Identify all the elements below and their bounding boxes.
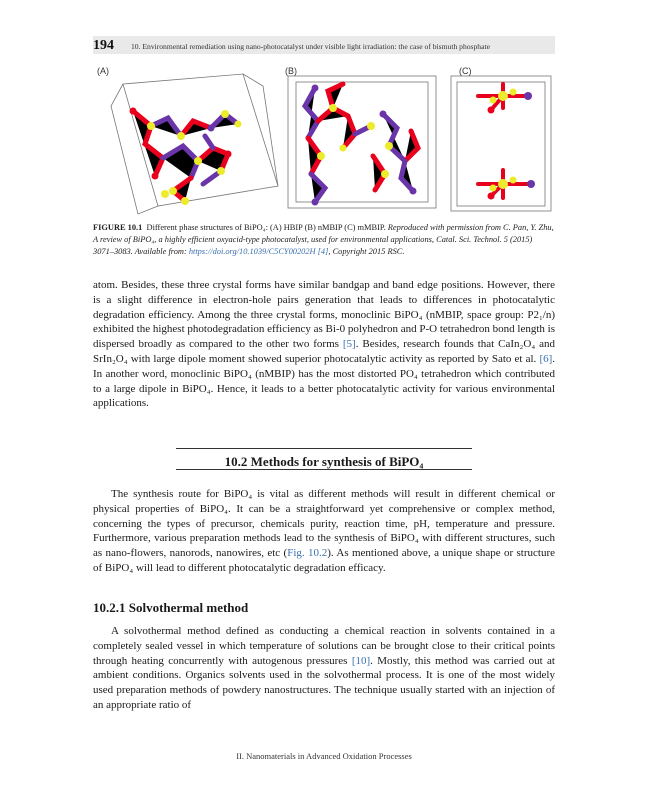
caption-copyright: , Copyright 2015 RSC. <box>328 247 405 256</box>
p1-text-a: atom. Besides, these three crystal forms have similar bandgap and band edge positions. However, there is a slight difference in electron-hole pairs generation that leads to differences in photocatalytic degradation efficiency. Among the three crystal forms, monoclinic BiPO₄ (nMBIP, space group: P2₁/n) exhibited the highest photodegradation efficiency as Bi-0 polyhedron and P-O tetrahedron bond length is dispersed broadly as compared to the other two forms <box>93 279 555 351</box>
panel-b-bonds <box>305 84 418 202</box>
p1-text-c: . In another word, monoclinic BiPO₄ (nMBIP) has the most distorted PO₄ tetrahedron which contributed to a large dipole in BiPO₄. Hence, it leads to a better photocatalytic activity for various environmental applications. <box>93 352 556 410</box>
section-title: 10.2 Methods for synthesis of BiPO₄ <box>224 454 424 469</box>
figure-caption <box>93 222 555 258</box>
crystal-structure-image <box>93 66 555 216</box>
p2-text-b: ). As mentioned above, a unique shape or structure of BiPO₄ will lead to different photocatalytic degradation efficacy. <box>93 547 555 574</box>
section-rule-bottom <box>176 469 472 470</box>
panel-label-b: (B) <box>285 66 297 76</box>
p3-text-b: . Mostly, this method was carried out at ambient conditions. Organics solvents used in the solvothermal process. It is one of the most widely used preparation methods of powdery nanostructures. The technique usually started with an injection of an appropriate ratio of <box>93 654 555 711</box>
panel-label-a: (A) <box>97 66 109 76</box>
fig-10-2-link[interactable]: Fig. 10.2 <box>287 547 328 560</box>
section-rule-top <box>176 448 472 449</box>
paragraph-3 <box>93 624 555 713</box>
figure-10-1 <box>93 66 555 216</box>
paragraph-2 <box>93 487 555 576</box>
p3-text-a: A solvothermal method defined as conducting a chemical reaction in solvents contained in a completely sealed vessel in which temperature of solutions can be brought close to their critical points through heating concurrently with autogenous pressures <box>93 625 555 667</box>
paragraph-1 <box>93 278 555 411</box>
caption-label: FIGURE 10.1 <box>93 223 143 232</box>
caption-text: Different phase structures of BiPO₄: (A) HBIP (B) nMBIP (C) mMBIP. <box>146 223 386 232</box>
subsection-title: 10.2.1 Solvothermal method <box>93 600 249 615</box>
caption-doi-link[interactable]: https://doi.org/10.1039/C5CY00202H [4] <box>188 247 329 256</box>
ref-link-10[interactable]: [10] <box>351 654 371 667</box>
panel-a-structure <box>111 74 278 214</box>
p2-text-a: The synthesis route for BiPO₄ is vital as different methods will result in different chemical or physical properties of BiPO₄. It can be a straightforward yet comprehensive or complex method, concerning the types of precursor, chemicals purity, reaction time, pH, temperature and pressure. Furthermore, various preparation methods lead to the synthesis of BiPO₄ with different structures, such as nano-flowers, nanorods, nanowires, etc ( <box>93 488 555 560</box>
page-footer: II. Nanomaterials in Advanced Oxidation Processes <box>236 751 412 761</box>
p1-text-b: . Besides, research founds that CaIn₂O₄ and SrIn₂O₄ with large dipole moment showed superior photocatalytic activity as reported by Sato et al. <box>93 338 555 365</box>
ref-link-6[interactable]: [6] <box>539 352 553 365</box>
page-number: 194 <box>93 38 114 53</box>
panel-label-c: (C) <box>459 66 472 76</box>
running-head: 10. Environmental remediation using nano-photocatalyst under visible light irradiation: the case of bismuth phosphate <box>131 42 490 51</box>
caption-credit: Reproduced with permission from C. Pan, Y. Zhu, A review of BiPO₄, a highly efficient oxyacid-type photocatalyst, used for environmental applications, Catal. Sci. Technol. 5 (2015) 3071–3083. Available from: <box>93 223 554 256</box>
ref-link-5[interactable]: [5] <box>342 338 356 351</box>
